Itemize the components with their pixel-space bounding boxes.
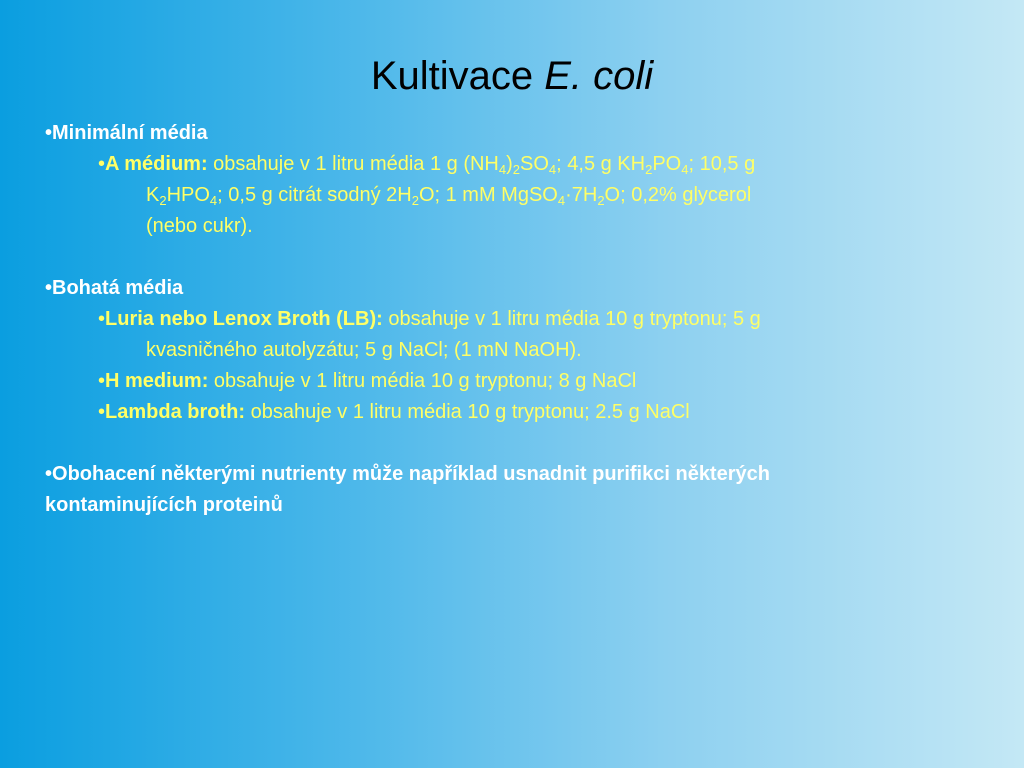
bullet-minimal-media: •Minimální média [45,122,208,144]
slide-title: Kultivace E. coli [370,54,654,98]
bullet-rich-media: •Bohatá média [45,277,184,299]
bullet-enrichment-note: •Obohacení některými nutrienty může například usnadnit purifikci některých kontaminujících proteinů [45,463,770,516]
slide-body [45,118,995,521]
bullet-h-medium: •H medium: obsahuje v 1 litru média 10 g tryptonu; 8 g NaCl [98,370,637,392]
bullet-lambda-broth: •Lambda broth: obsahuje v 1 litru média 10 g tryptonu; 2.5 g NaCl [98,401,690,423]
bullet-a-medium: •A médium: obsahuje v 1 litru média 1 g $(NH_4)_2SO_4$; 4,5 g $KH_2PO_4$; 10,5 g $K_2HPO_4$; 0,5 g citrát sodný $2H_2O$; 1 mM $MgSO_4\cdot 7H_2O$; 0,2% glycerol (nebo cukr). [98,153,756,237]
bullet-lb: •Luria nebo Lenox Broth (LB): obsahuje v 1 litru média 10 g tryptonu; 5 g kvasničného autolyzátu; 5 g NaCl; (1 mN NaOH). [98,308,761,361]
